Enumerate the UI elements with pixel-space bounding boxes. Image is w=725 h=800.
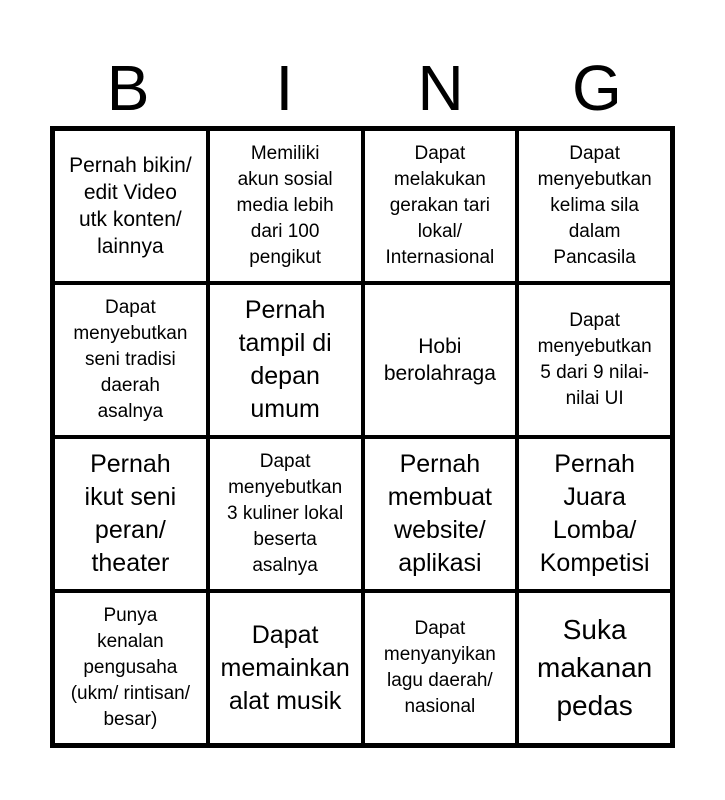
header-letter-b: B (106, 52, 150, 124)
bingo-cell-r2-c1[interactable]: Dapat menyebutkan seni tradisi daerah asalnya (53, 283, 208, 437)
bingo-board (50, 126, 675, 748)
bingo-header (50, 50, 675, 126)
bingo-cell-r1-c2[interactable]: Memiliki akun sosial media lebih dari 100 pengikut (208, 129, 363, 283)
bingo-cell-r1-c3[interactable]: Dapat melakukan gerakan tari lokal/ Internasional (363, 129, 518, 283)
bingo-cell-r4-c4[interactable]: Suka makanan pedas (517, 591, 672, 745)
bingo-cell-r4-c3[interactable]: Dapat menyanyikan lagu daerah/ nasional (363, 591, 518, 745)
bingo-cell-r3-c2[interactable]: Dapat menyebutkan 3 kuliner lokal beserta asalnya (208, 437, 363, 591)
bingo-cell-r1-c1[interactable]: Pernah bikin/ edit Video utk konten/ lainnya (53, 129, 208, 283)
bingo-cell-r3-c3[interactable]: Pernah membuat website/ aplikasi (363, 437, 518, 591)
bingo-cell-r3-c4[interactable]: Pernah Juara Lomba/ Kompetisi (517, 437, 672, 591)
bingo-cell-r4-c1[interactable]: Punya kenalan pengusaha (ukm/ rintisan/ besar) (53, 591, 208, 745)
header-letter-g: G (571, 52, 622, 124)
header-letter-n: N (417, 52, 464, 124)
bingo-cell-r4-c2[interactable]: Dapat memainkan alat musik (208, 591, 363, 745)
bingo-cell-r2-c2[interactable]: Pernah tampil di depan umum (208, 283, 363, 437)
bingo-cell-r2-c3[interactable]: Hobi berolahraga (363, 283, 518, 437)
header-letter-i: I (275, 52, 294, 124)
bingo-cell-r2-c4[interactable]: Dapat menyebutkan 5 dari 9 nilai- nilai UI (517, 283, 672, 437)
bingo-cell-r3-c1[interactable]: Pernah ikut seni peran/ theater (53, 437, 208, 591)
bingo-cell-r1-c4[interactable]: Dapat menyebutkan kelima sila dalam Pancasila (517, 129, 672, 283)
